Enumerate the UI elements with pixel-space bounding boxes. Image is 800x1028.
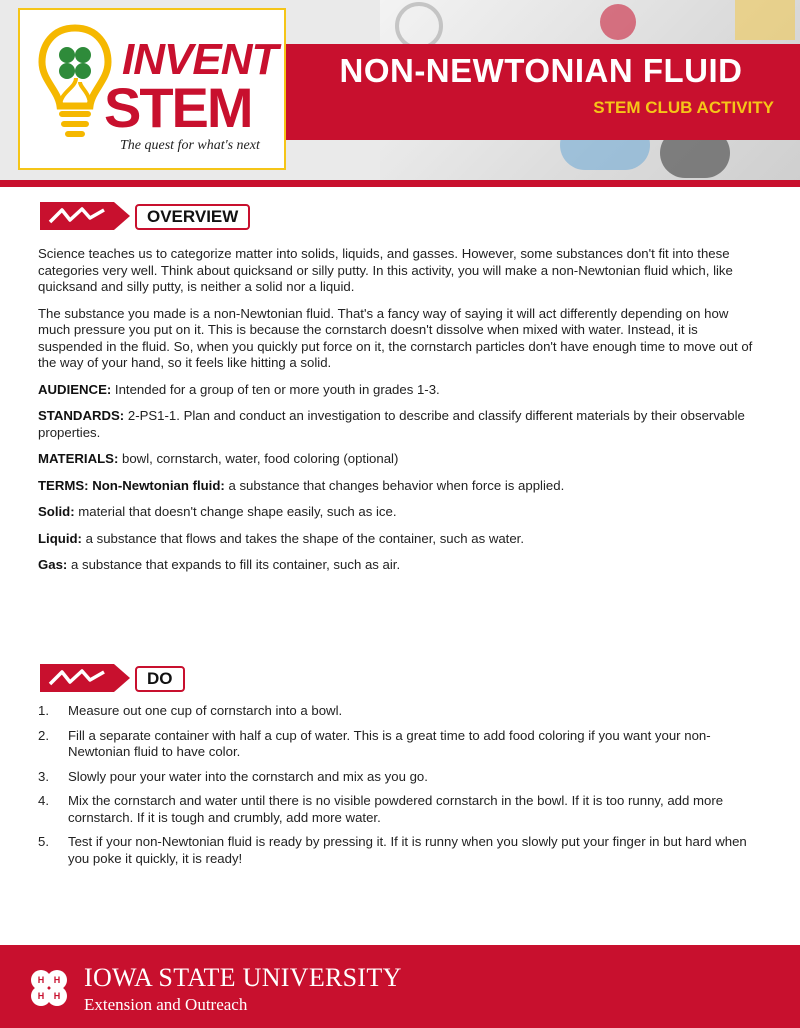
page-title: NON-NEWTONIAN FLUID (339, 52, 743, 89)
step-number: 2. (38, 727, 49, 743)
terms-line (38, 478, 764, 495)
step-number: 3. (38, 768, 49, 784)
step-number: 1. (38, 703, 49, 718)
step-text: Fill a separate container with half a cup of water. This is a great time to add food coloring if you want your non-Newtonian fluid to have color. (68, 727, 711, 759)
department-name: Extension and Outreach (84, 995, 248, 1014)
zigzag-arrow-icon (40, 200, 132, 232)
overview-heading: OVERVIEW (135, 204, 250, 230)
solid-line (38, 504, 764, 521)
invent-stem-logo (18, 8, 286, 170)
solid-label: Solid: (38, 504, 75, 519)
step-text: Mix the cornstarch and water until there is no visible powdered cornstarch in the bowl. If it is too runny, add more cornstarch. If it is tough and crumbly, add more water. (68, 793, 724, 825)
4h-clover-icon (26, 965, 72, 1011)
svg-text:H: H (53, 975, 61, 985)
do-steps-list (38, 703, 764, 875)
gas-label: Gas: (38, 557, 68, 572)
zigzag-arrow-icon (40, 662, 132, 694)
step-text: Measure out one cup of cornstarch into a bowl. (68, 703, 343, 718)
logo-invent-text: INVENT (122, 35, 278, 84)
audience-text: Intended for a group of ten or more youth in grades 1-3. (111, 381, 440, 397)
standards-label: STANDARDS: (38, 408, 125, 423)
list-item (38, 703, 764, 720)
list-item (38, 793, 764, 826)
svg-text:H: H (53, 991, 61, 1001)
svg-text:H: H (37, 975, 45, 985)
overview-paragraph-1: Science teaches us to categorize matter into solids, liquids, and gasses. However, some substances don't fit into these categories very well. Think about quicksand or silly putty. In this activity, you will make a non-Newtonian fluid which, like quicksand and silly putty, is neither a solid nor a liquid. (38, 246, 733, 294)
step-number: 4. (38, 793, 49, 808)
list-item (38, 728, 764, 761)
audience-line (38, 382, 764, 399)
gas-text: a substance that expands to fill its container, such as air. (67, 557, 401, 572)
audience-label: AUDIENCE: (38, 381, 112, 397)
liquid-label: Liquid: (38, 530, 82, 546)
gas-line (38, 557, 764, 574)
step-text: Slowly pour your water into the cornstarch and mix as you go. (68, 768, 428, 784)
university-name: IOWA STATE UNIVERSITY (84, 963, 402, 992)
liquid-text: a substance that flows and takes the shape of the container, such as water. (81, 530, 525, 546)
step-number: 5. (38, 834, 49, 849)
materials-line (38, 451, 764, 468)
standards-line (38, 408, 764, 441)
overview-content (38, 246, 764, 584)
overview-paragraph-2: The substance you made is a non-Newtonian fluid. That's a fancy way of saying it will act differently depending on how much pressure you put on it. This is because the cornstarch doesn't dissolve when mixed with water. Instead, it is suspended in the fluid. So, when you quickly put force on it, the cornstarch particles don't have enough time to move out of the way of your hand, so it feels like hitting a solid. (38, 305, 753, 370)
list-item (38, 834, 764, 867)
lightbulb-icon (36, 22, 114, 142)
header-banner (0, 0, 800, 182)
logo-tagline: The quest for what's next (120, 138, 260, 153)
logo-stem-text: STEM (104, 76, 252, 139)
red-bead-decoration (600, 4, 636, 40)
materials-text: bowl, cornstarch, water, food coloring (optional) (118, 451, 399, 466)
clover-icon (59, 47, 91, 79)
list-item (38, 769, 764, 786)
materials-label: MATERIALS: (38, 451, 119, 466)
do-heading: DO (135, 666, 185, 692)
liquid-line (38, 531, 764, 548)
notebook-spiral-decoration (395, 2, 443, 50)
svg-text:H: H (37, 991, 45, 1001)
standards-text: 2-PS1-1. Plan and conduct an investigation to describe and classify different materials by their observable properties. (38, 408, 745, 440)
step-text: Test if your non-Newtonian fluid is ready by pressing it. If it is runny when you slowly put your finger in but hard when you poke it quickly, it is ready! (68, 834, 747, 866)
footer-banner (0, 945, 800, 1028)
header-divider (0, 180, 800, 187)
page-subtitle: STEM CLUB ACTIVITY (593, 98, 774, 117)
terms-label: TERMS: Non-Newtonian fluid: (38, 477, 225, 493)
yellow-block-decoration (735, 0, 795, 40)
solid-text: material that doesn't change shape easily, such as ice. (74, 504, 397, 519)
terms-text: a substance that changes behavior when force is applied. (224, 477, 565, 493)
